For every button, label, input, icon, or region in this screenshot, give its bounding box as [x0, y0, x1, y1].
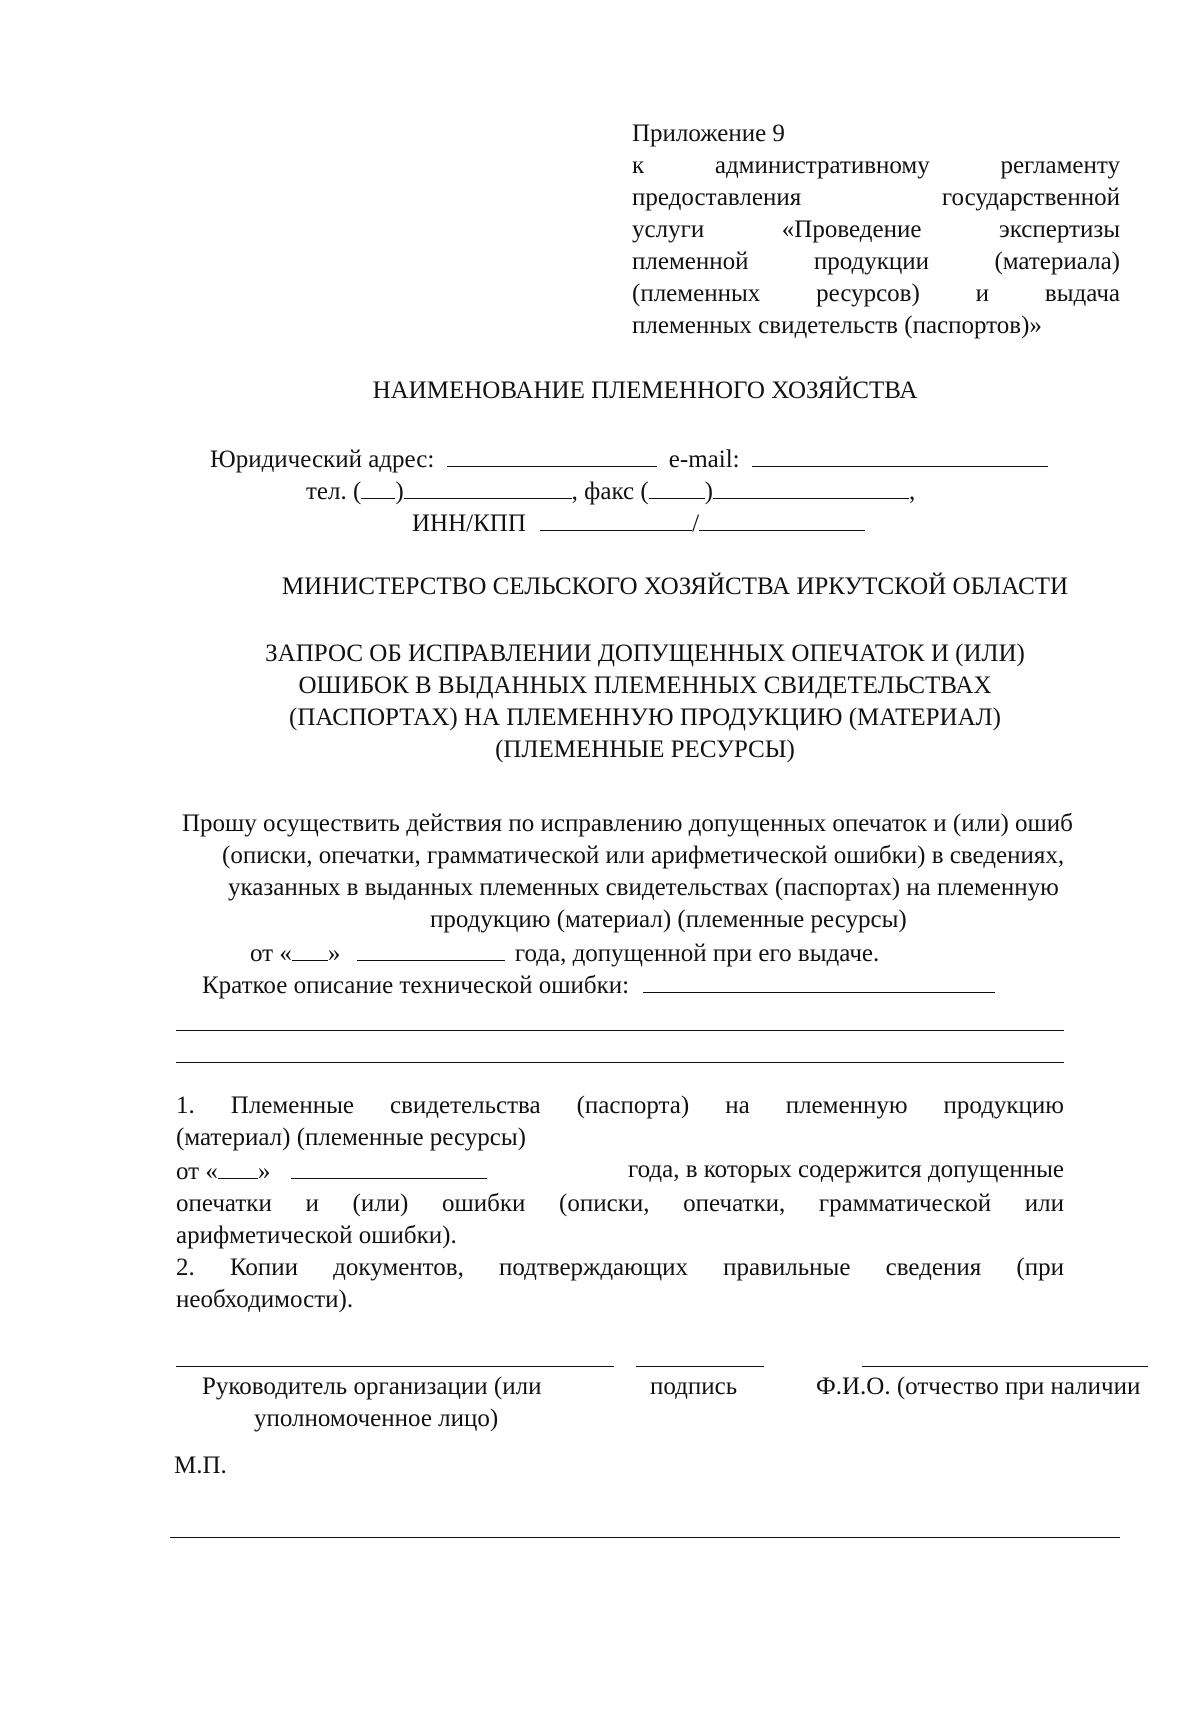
request-body-line: продукцию (материал) (племенные ресурсы)	[430, 906, 907, 933]
fax-label: , факс (	[571, 478, 649, 505]
date-day-field[interactable]	[292, 936, 328, 961]
legal-address-field[interactable]	[447, 442, 657, 467]
email-field[interactable]	[752, 442, 1048, 467]
request-body-line: указанных в выданных племенных свидетельствах (паспортах) на племенную	[228, 874, 1059, 901]
fax-field[interactable]	[713, 474, 909, 499]
list-item-line-tail: года, в которых содержится допущенные	[628, 1156, 1064, 1183]
request-title	[0, 638, 1200, 766]
ministry-header: МИНИСТЕРСТВО СЕЛЬСКОГО ХОЗЯЙСТВА ИРКУТСКОЙ ОБЛАСТИ	[281, 573, 1069, 600]
date-close-quote: »	[327, 940, 341, 967]
appendix-line: услуги «Проведение экспертизы	[632, 216, 1120, 243]
list-item-line: арифметической ошибки).	[176, 1222, 457, 1249]
phone-fax-row	[306, 474, 915, 508]
request-body-line: Прошу осуществить действия по исправлению допущенных опечаток и (или) ошиб	[182, 810, 1073, 837]
appendix-line: к административному регламенту	[632, 152, 1120, 179]
list-date-month-field[interactable]	[291, 1154, 487, 1179]
error-description-field[interactable]	[643, 968, 995, 993]
fio-label: Ф.И.О. (отчество при наличии	[816, 1373, 1141, 1400]
inn-kpp-row	[412, 506, 865, 540]
bottom-rule	[170, 1537, 1120, 1538]
phone-paren: )	[395, 478, 404, 505]
request-body-line: (описки, опечатки, грамматической или арифметической ошибки) в сведениях,	[222, 842, 1065, 869]
signature-line[interactable]	[636, 1366, 764, 1367]
appendix-line: (племенных ресурсов) и выдача	[632, 280, 1120, 307]
request-date-row	[250, 936, 879, 970]
list-item-line: (материал) (племенные ресурсы)	[176, 1124, 526, 1151]
inn-kpp-label: ИНН/КПП	[412, 510, 526, 537]
kpp-field[interactable]	[699, 506, 865, 531]
head-label: Руководитель организации (или	[202, 1373, 542, 1400]
list-date-from-label: от «	[176, 1158, 218, 1185]
list-date-day-field[interactable]	[218, 1154, 258, 1179]
request-title-line: ЗАПРОС ОБ ИСПРАВЛЕНИИ ДОПУЩЕННЫХ ОПЕЧАТОК И (ИЛИ)	[265, 640, 1025, 667]
legal-address-row	[210, 442, 1048, 476]
appendix-line: племенной продукции (материала)	[632, 248, 1120, 275]
phone-code-field[interactable]	[361, 474, 395, 499]
inn-kpp-separator: /	[692, 510, 700, 537]
inn-field[interactable]	[540, 506, 692, 531]
list-item-line: опечатки и (или) ошибки (описки, опечатки, грамматической или	[176, 1190, 1064, 1217]
error-description-line[interactable]	[176, 1062, 1064, 1063]
phone-label: тел. (	[306, 478, 362, 505]
request-title-line: ОШИБОК В ВЫДАННЫХ ПЛЕМЕННЫХ СВИДЕТЕЛЬСТВАХ	[298, 672, 992, 699]
list-date-close-quote: »	[257, 1158, 271, 1185]
list-item-line: 2. Копии документов, подтверждающих правильные сведения (при	[176, 1254, 1064, 1281]
appendix-block	[632, 118, 1120, 342]
fax-paren: )	[704, 478, 713, 505]
list-item-line: необходимости).	[176, 1286, 354, 1313]
list-item-date-row	[176, 1154, 1064, 1188]
appendix-title: Приложение 9	[632, 120, 785, 147]
appendix-line: племенных свидетельств (паспортов)»	[632, 312, 1042, 339]
error-description-line[interactable]	[176, 1030, 1064, 1031]
email-label: e-mail:	[668, 446, 740, 473]
date-suffix: года, допущенной при его выдаче.	[514, 940, 880, 967]
list-item-line: 1. Племенные свидетельства (паспорта) на племенную продукцию	[176, 1092, 1064, 1119]
legal-address-label: Юридический адрес:	[210, 446, 435, 473]
request-title-line: (ПАСПОРТАХ) НА ПЛЕМЕННУЮ ПРОДУКЦИЮ (МАТЕРИАЛ)	[289, 704, 1001, 731]
request-title-line: (ПЛЕМЕННЫЕ РЕСУРСЫ)	[495, 736, 795, 763]
date-month-field[interactable]	[357, 936, 505, 961]
error-description-label: Краткое описание технической ошибки:	[202, 972, 630, 999]
attachments-list	[176, 1090, 1064, 1316]
trailing-comma: ,	[908, 478, 916, 505]
head-signature-line[interactable]	[176, 1366, 614, 1367]
stamp-label: М.П.	[174, 1452, 227, 1479]
phone-field[interactable]	[404, 474, 572, 499]
signature-label: подпись	[650, 1373, 738, 1400]
farm-name-header: НАИМЕНОВАНИЕ ПЛЕМЕННОГО ХОЗЯЙСТВА	[372, 377, 918, 404]
fax-code-field[interactable]	[649, 474, 705, 499]
error-description-row	[202, 968, 995, 1002]
head-label-2: уполномоченное лицо)	[254, 1405, 499, 1432]
appendix-line: предоставления государственной	[632, 184, 1120, 211]
fio-signature-line[interactable]	[862, 1366, 1148, 1367]
date-from-label: от «	[250, 940, 292, 967]
